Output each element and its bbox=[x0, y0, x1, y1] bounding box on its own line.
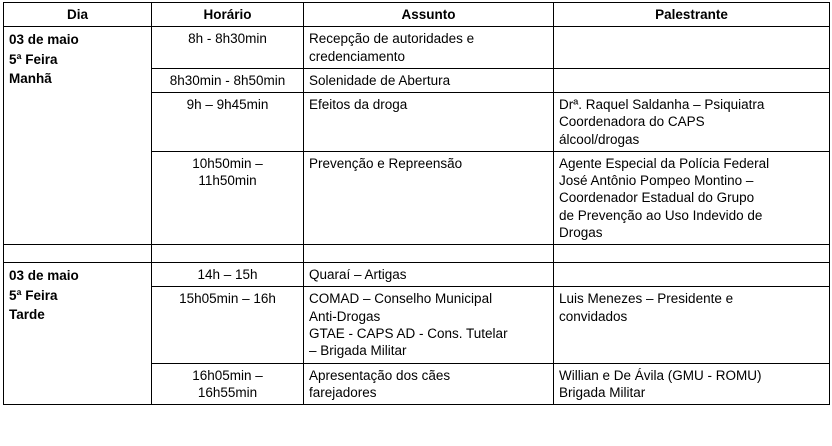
text-line: Willian e De Ávila (GMU - ROMU) bbox=[559, 367, 762, 383]
spacer-cell bbox=[152, 245, 304, 263]
table-row bbox=[4, 27, 830, 69]
cell-palestrante bbox=[554, 27, 830, 69]
cell-horario bbox=[152, 151, 304, 244]
text-line: farejadores bbox=[309, 384, 377, 400]
cell-assunto bbox=[304, 93, 554, 152]
text-line: José Antônio Pompeo Montino – bbox=[559, 173, 754, 189]
cell-assunto bbox=[304, 27, 554, 69]
text-line: Manhã bbox=[9, 71, 52, 87]
text-line: 9h – 9h45min bbox=[186, 97, 269, 113]
text-line: Drogas bbox=[559, 224, 603, 240]
column-header-dia: Dia bbox=[4, 3, 152, 27]
cell-horario bbox=[152, 68, 304, 92]
text-line: Prevenção e Repreensão bbox=[309, 155, 463, 171]
text-line: Brigada Militar bbox=[559, 384, 646, 400]
spacer-cell bbox=[4, 245, 152, 263]
text-line: – Brigada Militar bbox=[309, 343, 407, 359]
text-line: Anti-Drogas bbox=[309, 308, 381, 324]
cell-horario bbox=[152, 27, 304, 69]
cell-assunto bbox=[304, 151, 554, 244]
text-line: 14h – 15h bbox=[197, 267, 258, 283]
cell-palestrante bbox=[554, 287, 830, 363]
table-header bbox=[4, 3, 830, 27]
text-line: 03 de maio bbox=[9, 268, 79, 284]
text-line: Quaraí – Artigas bbox=[309, 267, 407, 283]
cell-palestrante bbox=[554, 263, 830, 287]
text-line: 03 de maio bbox=[9, 32, 79, 48]
table-body bbox=[4, 27, 830, 405]
cell-assunto bbox=[304, 287, 554, 363]
cell-dia bbox=[4, 263, 152, 405]
text-line: 8h30min - 8h50min bbox=[169, 72, 286, 88]
text-line: de Prevenção ao Uso Indevido de bbox=[559, 207, 763, 223]
text-line: 5ª Feira bbox=[9, 287, 58, 303]
text-line: Tarde bbox=[9, 307, 45, 323]
text-line: 15h05min – 16h bbox=[179, 291, 276, 307]
text-line: Apresentação dos cães bbox=[309, 367, 451, 383]
cell-assunto bbox=[304, 68, 554, 92]
text-line: 5ª Feira bbox=[9, 51, 58, 67]
spacer-cell bbox=[554, 245, 830, 263]
column-header-assunto: Assunto bbox=[304, 3, 554, 27]
schedule-table bbox=[3, 2, 830, 405]
cell-dia bbox=[4, 27, 152, 245]
text-line: Luis Menezes – Presidente e bbox=[559, 291, 734, 307]
text-line: Agente Especial da Polícia Federal bbox=[559, 155, 770, 171]
cell-horario bbox=[152, 263, 304, 287]
text-line: 16h05min – bbox=[192, 367, 263, 383]
text-line: COMAD – Conselho Municipal bbox=[309, 291, 493, 307]
cell-palestrante bbox=[554, 151, 830, 244]
text-line: Recepção de autoridades e bbox=[309, 31, 475, 47]
text-line: convidados bbox=[559, 308, 628, 324]
column-header-palestrante: Palestrante bbox=[554, 3, 830, 27]
text-line: álcool/drogas bbox=[559, 131, 640, 147]
table-spacer-row bbox=[4, 245, 830, 263]
text-line: Drª. Raquel Saldanha – Psiquiatra bbox=[559, 97, 765, 113]
text-line: 8h - 8h30min bbox=[188, 31, 267, 47]
header-row bbox=[4, 3, 830, 27]
text-line: GTAE - CAPS AD - Cons. Tutelar bbox=[309, 325, 508, 341]
text-line: credenciamento bbox=[309, 48, 406, 64]
text-line: Coordenadora do CAPS bbox=[559, 114, 705, 130]
text-line: 16h55min bbox=[197, 384, 258, 400]
table-row bbox=[4, 263, 830, 287]
text-line: Efeitos da droga bbox=[309, 97, 408, 113]
cell-assunto bbox=[304, 363, 554, 405]
column-header-horario: Horário bbox=[152, 3, 304, 27]
text-line: Coordenador Estadual do Grupo bbox=[559, 190, 755, 206]
cell-assunto bbox=[304, 263, 554, 287]
cell-palestrante bbox=[554, 363, 830, 405]
cell-palestrante bbox=[554, 93, 830, 152]
cell-palestrante bbox=[554, 68, 830, 92]
text-line: Solenidade de Abertura bbox=[309, 72, 451, 88]
cell-horario bbox=[152, 363, 304, 405]
spacer-cell bbox=[304, 245, 554, 263]
cell-horario bbox=[152, 287, 304, 363]
cell-horario bbox=[152, 93, 304, 152]
text-line: 11h50min bbox=[198, 173, 257, 189]
text-line: 10h50min – bbox=[192, 155, 263, 171]
